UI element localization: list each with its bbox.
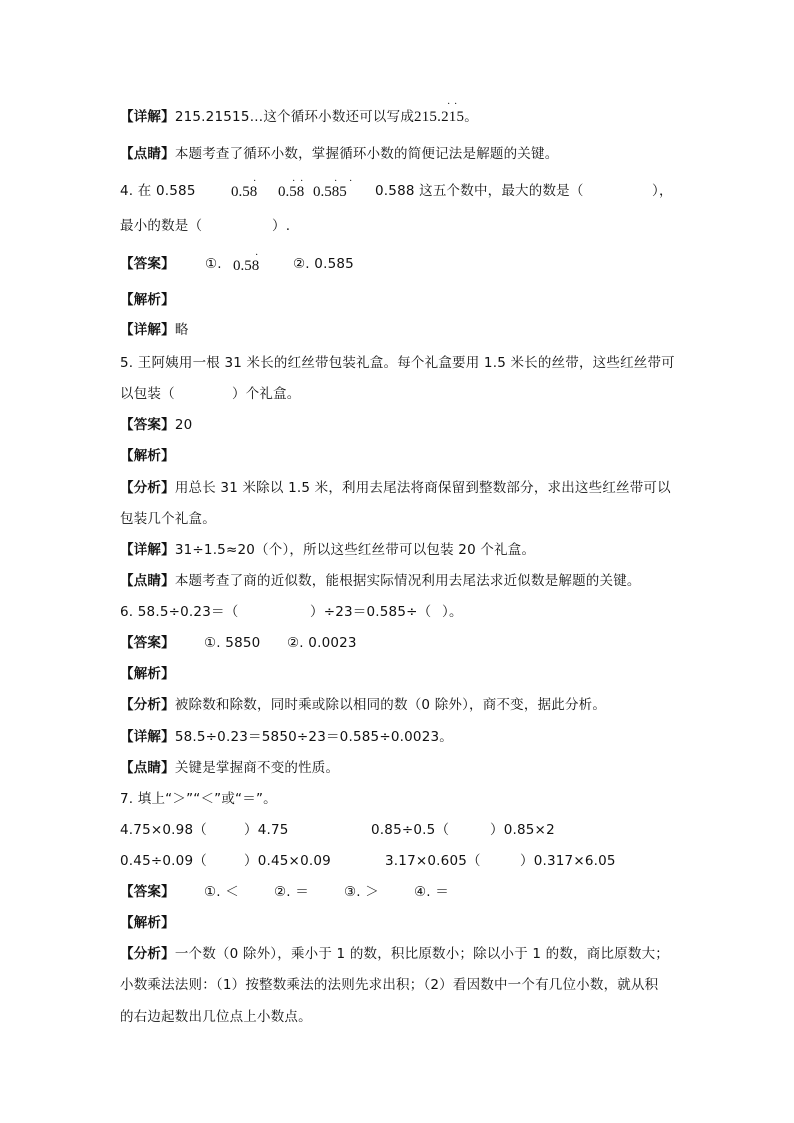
analysis-line-q7: 【解析】 (120, 915, 175, 931)
analysis-line-q5: 【解析】 (120, 448, 175, 464)
question-7-row2-left: 0.45÷0.09（ (120, 853, 207, 869)
recurring-number-1: 0.58 · (231, 176, 258, 200)
answer-recurring-number: 0.58 · (233, 250, 260, 274)
question-4-line1 (120, 181, 196, 201)
answer-line-q5: 【答案】20 (120, 417, 193, 433)
question-7-title: 7. 填上“＞”“＜”或“＝”。 (120, 791, 277, 807)
analysis-line-q4: 【解析】 (120, 292, 175, 308)
question-4-rest: 0.588 这五个数中，最大的数是（ (375, 183, 584, 199)
analysis-text-q7-2: 小数乘法法则：（1）按整数乘法的法则先求出积；（2）看因数中一个有几位小数，就从积 (120, 977, 659, 993)
analysis-text-q6: 【分析】被除数和除数，同时乘或除以相同的数（0 除外），商不变，据此分析。 (120, 697, 607, 713)
tip-tag: 【点睛】 (120, 146, 175, 162)
detail-text: 215.21515…这个循环小数还可以写成 (174, 109, 415, 125)
tip-text: 本题考查了循环小数，掌握循环小数的简便记法是解题的关键。 (174, 146, 559, 162)
detail-line-q4: 【详解】略 (120, 322, 189, 338)
question-4-line2: 最小的数是（ (120, 218, 203, 234)
answer-line-q6: 【答案】 (120, 635, 175, 651)
analysis-text-q7-1: 【分析】一个数（0 除外），乘小于 1 的数，积比原数小；除以小于 1 的数，商比原数大； (120, 946, 669, 962)
detail-line-q3: 【详解】215.21515…这个循环小数还可以写成215.215 · · 。 (120, 99, 478, 125)
answer-line-q7: 【答案】 (120, 884, 175, 900)
tip-line-q5: 【点睛】本题考查了商的近似数，能根据实际情况利用去尾法求近似数是解题的关键。 (120, 573, 641, 589)
question-7-row2-right: 3.17×0.605（ (385, 853, 481, 869)
answer-line-q4 (120, 254, 175, 274)
recurring-dot: · (454, 99, 458, 110)
question-4-prefix: 4. 在 0.585 (120, 183, 196, 199)
tip-line-q6: 【点睛】关键是掌握商不变的性质。 (120, 760, 340, 776)
document-page: 【详解】215.21515…这个循环小数还可以写成215.215 · · 。 【点睛】本题考查了循环小数，掌握循环小数的简便记法是解题的关键。 4. 在 0.585 0.58 · 0.58 · · 0.585 · · 0.588 这五个数中，最大的数是（ ）， 最小的数是（ ）. 【答案】 ①. 0.58 · ②. 0.585 【解析】 【详解】略 5. 王阿姨用一根 31 米长的红丝带包装礼盒。每个礼盒要用 1.5 米长的丝带，这些红丝带可 以包装（ ）个礼盒。 【答案】20 【解析】 【分析】用总长 31 米除以 1.5 米，利用去尾法将商保留到整数部分，求出这些红丝带可以 包装几个礼盒。 【详解】31÷1.5≈20（个），所以这些红丝带可以包装 20 个礼盒。 【点睛】本题考查了商的近似数，能根据实际情况利用去尾法求近似数是解题的关键。 6. 58.5÷0.23＝（ ）÷23＝0.585÷（ ）。 【答案】 ①. 5850 ②. 0.0023 【解析】 【分析】被除数和除数，同时乘或除以相同的数（0 除外），商不变，据此分析。 【详解】58.5÷0.23＝5850÷23＝0.585÷0.0023。 【点睛】关键是掌握商不变的性质。 7. 填上“＞”“＜”或“＝”。 4.75×0.98（ ）4.75 0.85÷0.5（ ）0.85×2 0.45÷0.09（ ）0.45×0.09 3.17×0.605（ ）0.317×6.05 【答案】 ①. ＜ ②. ＝ ③. ＞ ④. ＝ 【解析】 【分析】一个数（0 除外），乘小于 1 的数，积比原数小；除以小于 1 的数，商比原数大； 小数乘法法则：（1）按整数乘法的法则先求出积；（2）看因数中一个有几位小数，就从积 的右边起数出几位点上小数点。 (120, 99, 675, 1025)
question-7-row1-left: 4.75×0.98（ (120, 822, 207, 838)
recurring-dot: · (447, 99, 451, 110)
question-7-row1-right: 0.85÷0.5（ (371, 822, 450, 838)
answer-tag: 【答案】 (120, 256, 175, 272)
analysis-line-q6: 【解析】 (120, 666, 175, 682)
question-5-line1: 5. 王阿姨用一根 31 米长的红丝带包装礼盒。每个礼盒要用 1.5 米长的丝带，这些红丝带可 (120, 355, 675, 371)
question-6-part1: 6. 58.5÷0.23＝（ (120, 604, 239, 620)
recurring-decimal-formula: 215.215 · · (414, 99, 465, 125)
detail-tag: 【详解】 (120, 109, 175, 125)
tip-line-q3 (120, 144, 558, 164)
detail-line-q6: 【详解】58.5÷0.23＝5850÷23＝0.585÷0.0023。 (120, 729, 453, 745)
analysis-text-q5-1: 【分析】用总长 31 米除以 1.5 米，利用去尾法将商保留到整数部分，求出这些红丝带可以 (120, 480, 671, 496)
recurring-number-2: 0.58 · · (278, 176, 305, 200)
analysis-text-q7-3: 的右边起数出几位点上小数点。 (120, 1009, 312, 1025)
detail-line-q5: 【详解】31÷1.5≈20（个），所以这些红丝带可以包装 20 个礼盒。 (120, 542, 536, 558)
recurring-number-3: 0.585 · · (313, 176, 353, 200)
question-5-line2: 以包装（ (120, 386, 175, 402)
analysis-text-q5-2: 包装几个礼盒。 (120, 511, 216, 527)
question-6-part2: ）÷23＝0.585÷（ (310, 604, 432, 620)
